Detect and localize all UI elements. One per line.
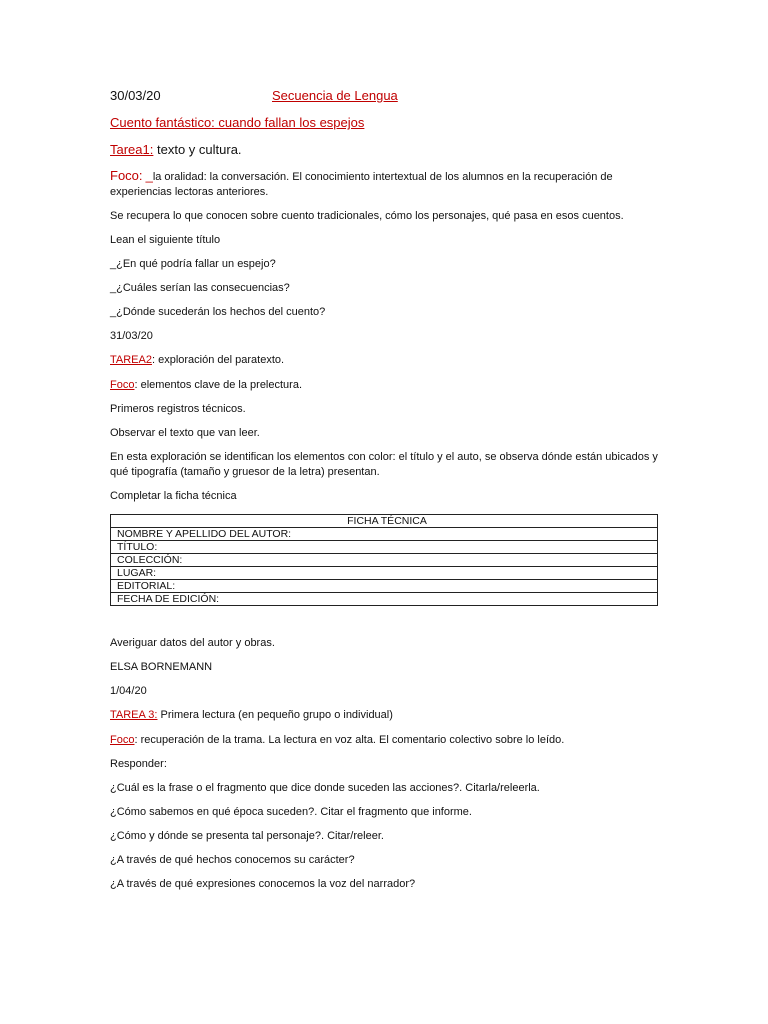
tarea3-line [110,708,393,723]
foco3-line [110,733,564,748]
ficha-row [111,541,658,554]
ficha-row [111,593,658,606]
foco1-label: Foco: [110,168,143,183]
ficha-row-lugar: LUGAR: [111,567,658,580]
ficha-row [111,554,658,567]
paragraph-averiguar: Averiguar datos del autor y obras. [110,637,275,649]
paragraph-registros: Primeros registros técnicos. [110,403,246,415]
paragraph-completar: Completar la ficha técnica [110,490,237,502]
tarea2-text: : exploración del paratexto. [151,354,285,366]
paragraph-lean: Lean el siguiente título [110,234,221,246]
paragraph-observar: Observar el texto que van leer. [110,427,260,439]
tarea1-label: Tarea1: [110,142,154,157]
header-date: 30/03/20 [110,88,161,103]
tarea1-text: texto y cultura. [157,142,242,157]
response-question-1: ¿Cuál es la frase o el fragmento que dice donde suceden las acciones?. Citarla/releerla. [110,782,540,794]
tarea1-line [110,142,242,157]
paragraph-responder: Responder: [110,758,167,770]
foco1-dash: _ [145,168,153,183]
question-1: _¿En qué podría fallar un espejo? [110,258,276,270]
subtitle: Cuento fantástico: cuando fallan los espejos [110,115,365,130]
ficha-row-autor: NOMBRE Y APELLIDO DEL AUTOR: [111,528,658,541]
tarea3-text: Primera lectura (en pequeño grupo o individual) [157,709,393,721]
foco2-text: : elementos clave de la prelectura. [134,379,303,391]
response-question-4: ¿A través de qué hechos conocemos su carácter? [110,854,355,866]
date-3: 1/04/20 [110,685,147,697]
tarea2-label: TAREA2 [110,354,152,366]
tarea2-line [110,353,284,368]
question-2: _¿Cuáles serían las consecuencias? [110,282,290,294]
date-2: 31/03/20 [110,330,153,342]
foco3-label: Foco [110,734,135,746]
paragraph-recupera: Se recupera lo que conocen sobre cuento tradicionales, cómo los personajes, qué pasa en esos cuentos. [110,210,624,222]
paragraph-exploracion: En esta exploración se identifican los elementos con color: el título y el auto, se observa dónde están ubicados y qué tipografía (tamaño y gruesor de la letra) presentan. [110,451,658,478]
ficha-row-fecha: FECHA DE EDICIÓN: [111,593,658,606]
ficha-row-titulo: TÍTULO: [111,541,658,554]
response-question-2: ¿Cómo sabemos en qué época suceden?. Citar el fragmento que informe. [110,806,472,818]
ficha-row [111,567,658,580]
ficha-header-row [111,515,658,528]
foco1-text: la oralidad: la conversación. El conocimiento intertextual de los alumnos en la recuperación de experiencias lectoras anteriores. [110,171,613,198]
document-title: Secuencia de Lengua [272,88,398,103]
tarea3-label: TAREA 3: [110,709,158,721]
response-question-5: ¿A través de qué expresiones conocemos la voz del narrador? [110,878,416,890]
ficha-header: FICHA TÉCNICA [111,515,658,528]
ficha-row [111,580,658,593]
foco1-paragraph [110,168,660,200]
ficha-tecnica-table [110,514,658,606]
ficha-row-editorial: EDITORIAL: [111,580,658,593]
response-question-3: ¿Cómo y dónde se presenta tal personaje?. Citar/releer. [110,830,384,842]
author-name: ELSA BORNEMANN [110,661,213,673]
foco3-text: : recuperación de la trama. La lectura en voz alta. El comentario colectivo sobre lo leído. [134,734,565,746]
question-3: _¿Dónde sucederán los hechos del cuento? [110,306,326,318]
foco2-line [110,378,302,393]
ficha-row-coleccion: COLECCIÓN: [111,554,658,567]
ficha-row [111,528,658,541]
foco2-label: Foco [110,379,135,391]
